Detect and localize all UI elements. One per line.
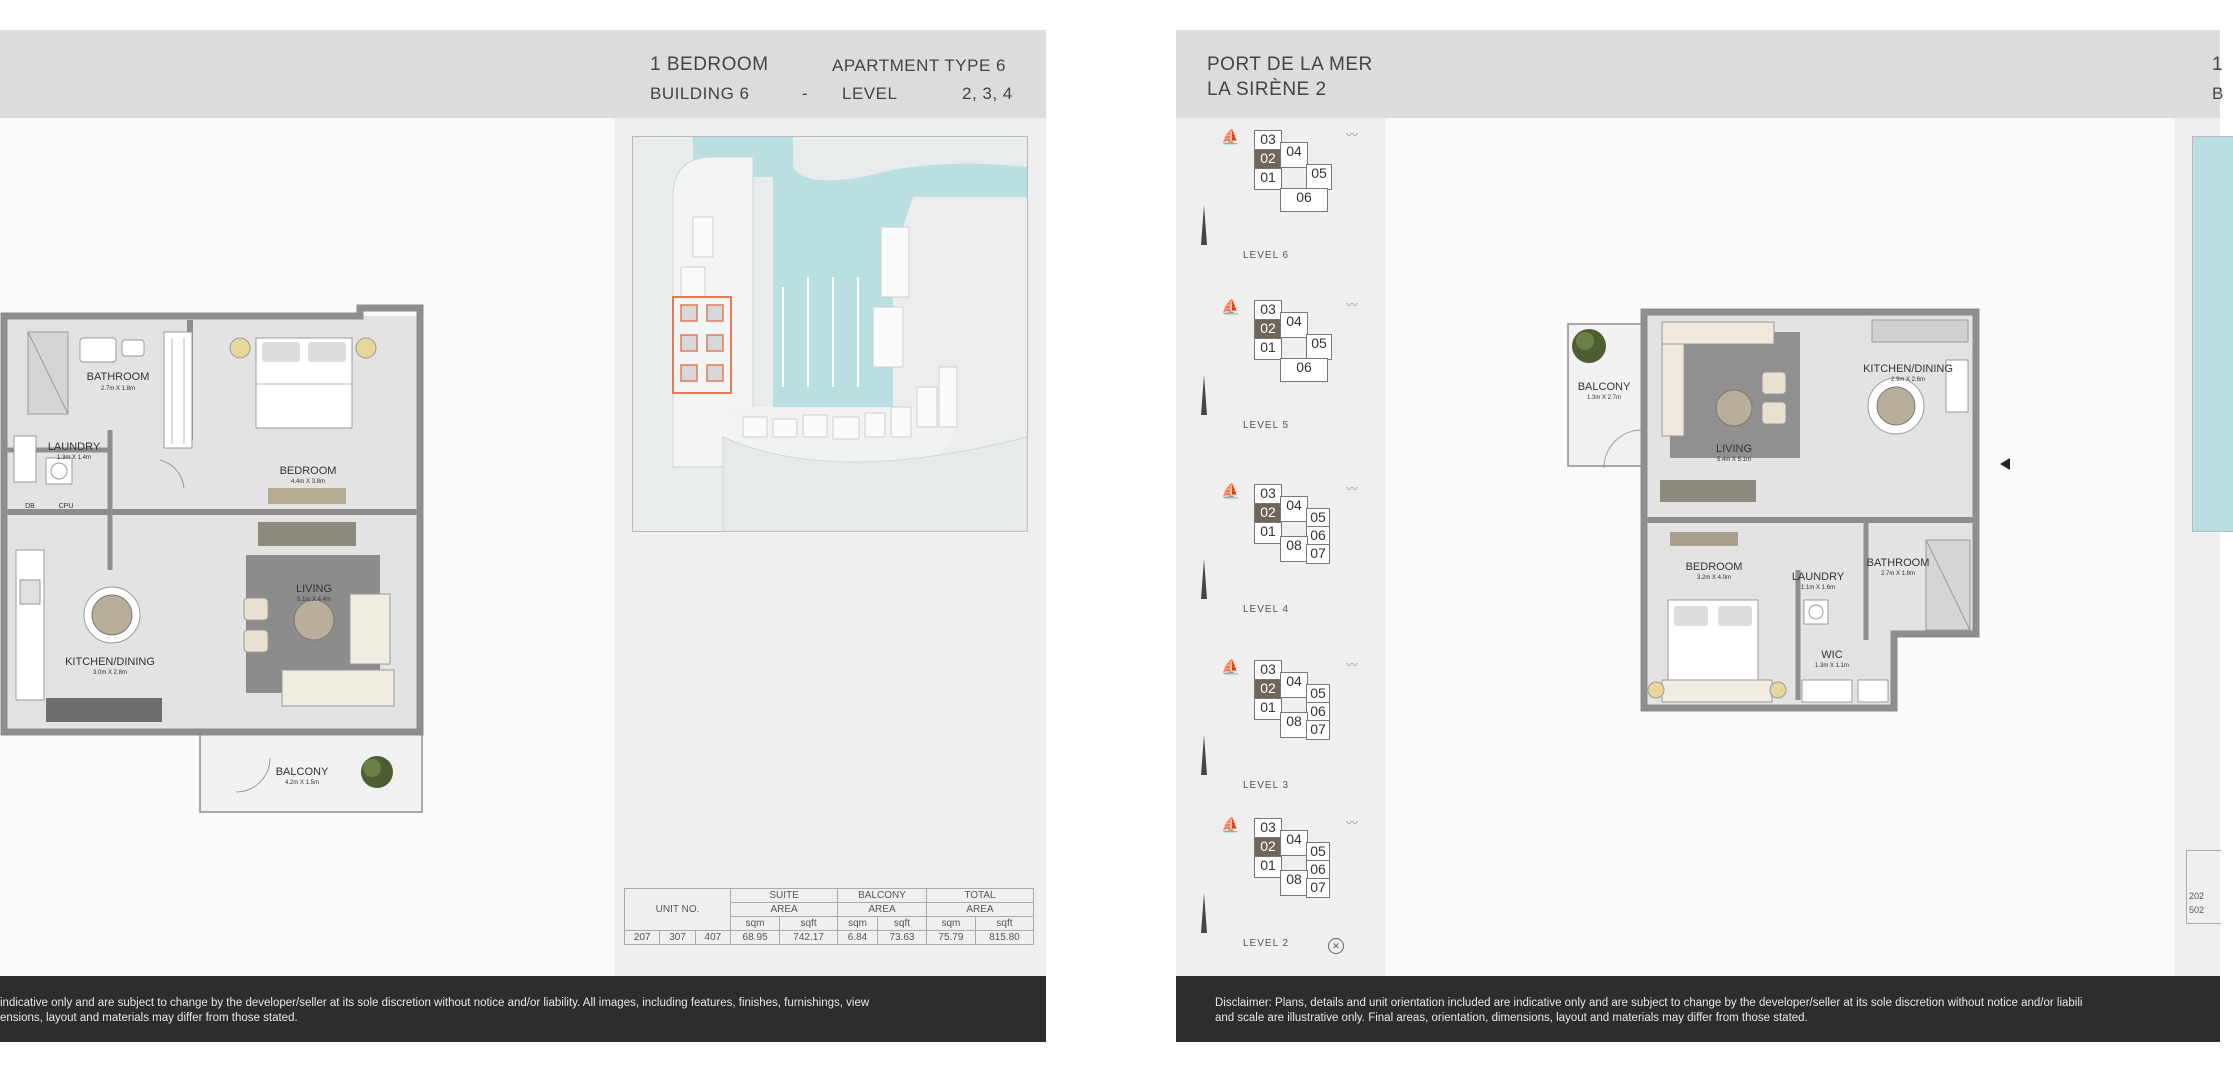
unit-cell-highlighted: 02 [1254,679,1282,700]
boat-icon: ⛵ [1221,299,1240,316]
table-cell: 6.84 [838,931,878,945]
tower-icon [1201,205,1207,245]
disclaimer-line-2: and scale are illustrative only. Final areas, orientation, dimensions, layout and materials may differ from those stated. [1215,1012,1808,1024]
disclaimer-line-1: Disclaimer: Plans, details and unit orientation included are indicative only and are subject to change by the developer/seller at its sole discretion without notice and/or liabili [1215,997,2083,1009]
room-label-balcony: BALCONY [1577,381,1631,393]
floor-plan-type6 [0,280,440,820]
boat-icon: ⛵ [1221,129,1240,146]
table-cell: 502 [2189,905,2205,915]
room-dim-balcony: 4.2m X 1.5m [284,780,320,786]
unit-header-sqft: sqft [877,917,926,931]
apartment-type: APARTMENT TYPE 6 [832,56,1006,75]
unit-cell: 06 [1306,702,1330,722]
unit-cell: 04 [1280,312,1308,338]
level-label: LEVEL [842,84,898,103]
level-values: 2, 3, 4 [962,84,1013,103]
unit-cell-highlighted: 02 [1254,503,1282,524]
room-label-laundry: LAUNDRY [1791,571,1845,583]
unit-cell: 04 [1280,672,1308,698]
unit-cell: 08 [1280,712,1308,738]
page-header [1176,30,2224,118]
room-dim-bedroom: 3.2m X 4.0m [1696,575,1732,581]
room-label-living: LIVING [1715,443,1753,455]
unit-header-sqm: sqm [838,917,878,931]
unit-cell: 05 [1306,842,1330,862]
unit-cell: 04 [1280,830,1308,856]
entrance-arrow-icon [2000,458,2010,470]
total-area-header-2: AREA [926,903,1033,917]
building-name: LA SIRÈNE 2 [1207,79,1327,100]
disclaimer-line-2: ensions, layout and materials may differ from those stated. [0,1012,298,1024]
room-label-balcony: BALCONY [275,766,329,778]
unit-cell: 08 [1280,536,1308,562]
unit-cell: 05 [1306,508,1330,528]
room-dim-laundry: 1.1m X 1.6m [1800,585,1836,591]
total-area-header: TOTAL [926,889,1033,903]
floorplan-page-la-sirene [1176,30,2224,1042]
unit-cell-highlighted: 02 [1254,319,1282,340]
unit-header-sqm: sqm [926,917,975,931]
level-label: LEVEL 3 [1243,780,1290,791]
unit-type: 1 BEDROOM [650,54,769,75]
room-dim-bathroom: 2.7m X 1.8m [100,386,136,392]
wave-icon: 〰 [1346,658,1359,672]
unit-cell: 05 [1306,334,1332,360]
room-dim-laundry: 1.3m X 1.4m [56,455,92,461]
unit-cell: 03 [1254,660,1282,681]
room-dim-bedroom: 4.4m X 3.8m [290,479,326,485]
unit-area-table [624,888,1034,945]
unit-cell: 05 [1306,164,1332,190]
unit-header-sqm: sqm [731,917,780,931]
room-dim-living: 5.4m X 5.1m [1716,457,1752,463]
unit-cell: 08 [1280,870,1308,896]
table-cell: 307 [660,931,695,945]
wave-icon: 〰 [1346,298,1359,312]
unit-cell: 06 [1280,358,1328,382]
unit-cell-highlighted: 02 [1254,837,1282,858]
room-label-living: LIVING [295,583,333,595]
unit-cell: 03 [1254,130,1282,151]
disclaimer-footer [0,976,1046,1042]
table-cell: 68.95 [731,931,780,945]
tower-icon [1201,559,1207,599]
boat-icon: ⛵ [1221,817,1240,834]
table-cell: 207 [625,931,660,945]
level-label: LEVEL 6 [1243,250,1290,261]
unit-cell: 06 [1306,526,1330,546]
unit-area-table-cut [2186,850,2221,924]
boat-icon: ⛵ [1221,483,1240,500]
room-label-cpu: CPU [58,503,74,510]
table-cell: 742.17 [780,931,838,945]
unit-cell: 01 [1254,338,1282,360]
unit-header-sqft: sqft [780,917,838,931]
unit-cell: 01 [1254,522,1282,544]
level-key-6 [1196,120,1366,270]
table-cell: 815.80 [975,931,1033,945]
site-map [632,136,1028,532]
unit-cell: 06 [1306,860,1330,880]
project-name: PORT DE LA MER [1207,54,1373,75]
level-label: LEVEL 2 [1243,938,1290,949]
room-label-bathroom: BATHROOM [1866,557,1930,569]
room-dim-kitchen: 2.9m X 2.6m [1890,377,1926,383]
unit-cell: 03 [1254,300,1282,321]
unit-cell: 01 [1254,856,1282,878]
disclaimer-footer [1176,976,2220,1042]
balcony-area-header: BALCONY [838,889,927,903]
wave-icon: 〰 [1346,482,1359,496]
building-label: BUILDING 6 [650,84,750,103]
page-header [0,30,1046,118]
unit-header-sqft: sqft [975,917,1033,931]
wave-icon: 〰 [1346,816,1359,830]
floor-plan-la-sirene [1566,300,2016,750]
unit-cell: 07 [1306,544,1330,564]
room-dim-wic: 1.3m X 1.1m [1814,663,1850,669]
unit-cell-highlighted: 02 [1254,149,1282,170]
boat-icon: ⛵ [1221,659,1240,676]
level-key-2 [1196,808,1366,958]
room-label-kitchen: KITCHEN/DINING [1863,363,1953,375]
balcony-area-header-2: AREA [838,903,927,917]
level-key-4 [1196,474,1366,624]
unit-cell: 01 [1254,698,1282,720]
room-label-bedroom: BEDROOM [1685,561,1743,573]
room-label-kitchen: KITCHEN/DINING [65,656,155,668]
unit-cell: 03 [1254,484,1282,505]
wave-icon: 〰 [1346,128,1359,142]
room-dim-kitchen: 3.0m X 2.8m [92,670,128,676]
floorplan-page-type6 [0,30,1046,1042]
unit-cell: 03 [1254,818,1282,839]
unit-cell: 07 [1306,720,1330,740]
unit-cell: 05 [1306,684,1330,704]
level-key-plans [1176,118,1386,976]
level-key-3 [1196,650,1366,800]
unit-no-header: UNIT NO. [625,889,731,931]
room-label-laundry: LAUNDRY [47,441,101,453]
disclaimer-line-1: indicative only and are subject to change by the developer/seller at its sole discretion without notice and/or liability. All images, including features, finishes, furnishings, view [0,997,870,1009]
tower-icon [1201,375,1207,415]
table-cell: 202 [2189,891,2205,901]
site-map-drawing [633,137,1027,531]
level-label: LEVEL 4 [1243,604,1290,615]
north-arrow-icon: ✕ [1328,938,1344,954]
table-cell: 73.63 [877,931,926,945]
room-label-db: DB [25,503,35,510]
table-row [625,931,1034,945]
unit-cell: 04 [1280,142,1308,168]
table-cell: 407 [695,931,730,945]
site-map-cut [2192,136,2233,532]
tower-icon [1201,893,1207,933]
room-dim-living: 5.1m X 4.4m [296,597,332,603]
unit-cell: 04 [1280,496,1308,522]
suite-area-header: SUITE [731,889,838,903]
room-label-wic: WIC [1821,649,1843,661]
unit-cell: 07 [1306,878,1330,898]
level-key-5 [1196,290,1366,440]
level-label: LEVEL 5 [1243,420,1290,431]
building-cut: B [2212,84,2224,103]
suite-area-header-2: AREA [731,903,838,917]
unit-type-cut: 1 [2212,54,2224,75]
room-label-bathroom: BATHROOM [86,371,150,383]
room-dim-bathroom: 2.7m X 1.8m [1880,571,1916,577]
unit-cell: 01 [1254,168,1282,190]
room-label-bedroom: BEDROOM [279,465,337,477]
tower-icon [1201,735,1207,775]
room-dim-balcony: 1.3m X 2.7m [1586,395,1622,401]
unit-cell: 06 [1280,188,1328,212]
header-dash: - [802,84,809,103]
table-cell: 75.79 [926,931,975,945]
